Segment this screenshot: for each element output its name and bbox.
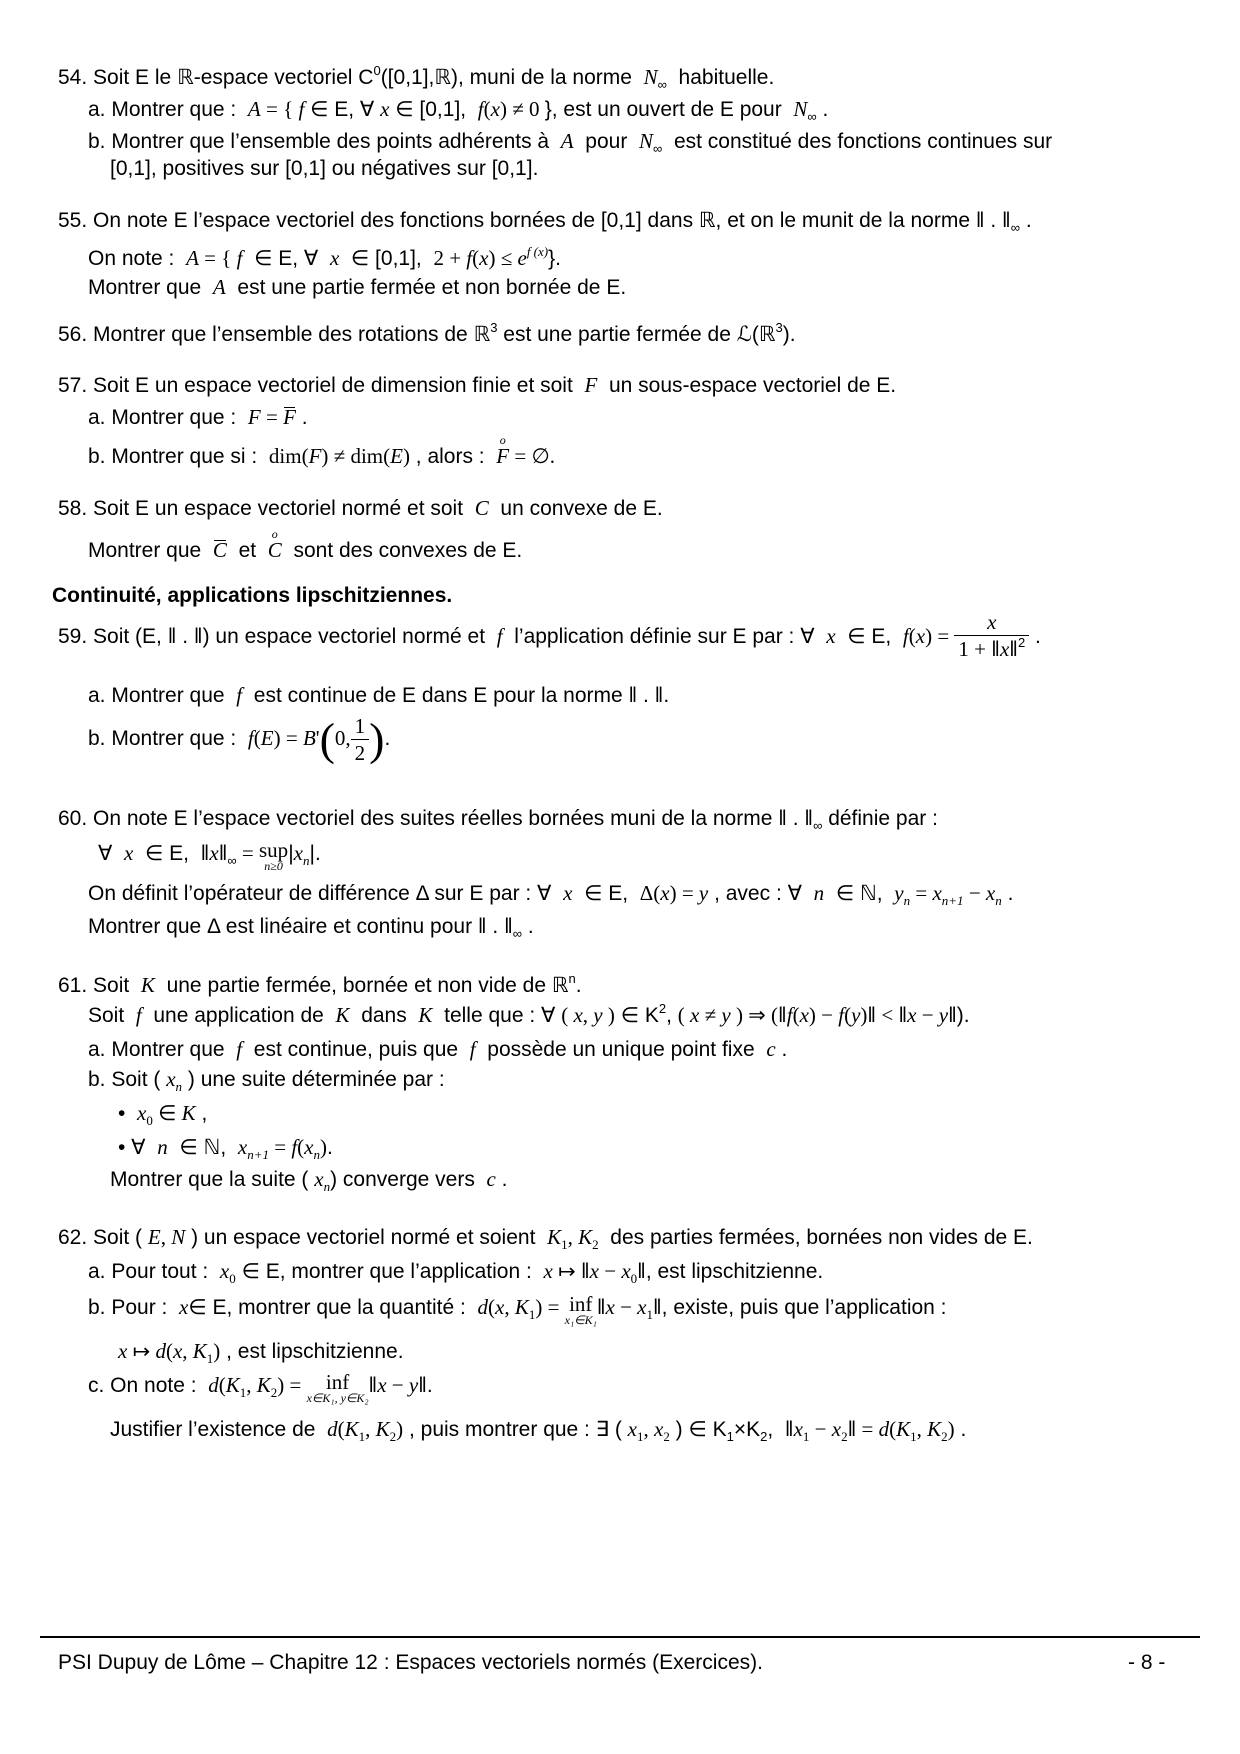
ex62-a: a. Pour tout : $x_0$ ∈ E, montrer que l’application : x ↦ ‖x − $x_0‖$, est lipschitzienne. bbox=[88, 1259, 824, 1286]
ex57-b: b. Montrer que si : dim(F) ≠ dim(E) , alors : o F = ∅. bbox=[88, 433, 556, 468]
ex61-b: b. Soit ( $x_n$ ) une suite déterminée par : bbox=[88, 1067, 445, 1094]
ex59-b: b. Montrer que : f(E) = B'(0, $\frac{1}{2}$ ). bbox=[88, 713, 391, 765]
ex60-intro: 60. On note E l’espace vectoriel des suites réelles bornées muni de la norme ‖ . $‖_\infty$ définie par : bbox=[58, 807, 938, 833]
ex62-b1: b. Pour : x∈ E, montrer que la quantité : d(x, $K_1$) = inf x₁∈K₁ ‖x − $x_1‖$, existe, puis que l’application : bbox=[88, 1292, 947, 1327]
ex58-intro: 58. Soit E un espace vectoriel normé et soit C un convexe de E. bbox=[58, 496, 663, 520]
ex55-intro: 55. On note E l’espace vectoriel des fonctions bornées de [0,1] dans ℝ, et on le munit de la norme ‖ . $‖_\infty$ . bbox=[58, 209, 1032, 235]
ex59-intro: 59. Soit (E, ‖ . ‖) un espace vectoriel normé et f l’application définie sur E par : ∀ x ∈ E, f(x) = $\frac{x}{1 + ‖x‖^2}$ . bbox=[58, 610, 1041, 662]
ex61-intro: 61. Soit K une partie fermée, bornée et non vide de ℝ$^n$. bbox=[58, 971, 582, 997]
section-heading: Continuité, applications lipschitziennes. bbox=[52, 584, 453, 607]
ex57-a: a. Montrer que : F = F . bbox=[88, 405, 308, 429]
ex56-text: 56. Montrer que l’ensemble des rotations de ℝ$^3$ est une partie fermée de ℒ(ℝ$^3$). bbox=[58, 320, 796, 346]
ex60-op: On définit l’opérateur de différence Δ sur E par : ∀ x ∈ E, Δ(x) = y , avec : ∀ n ∈ ℕ, $y_n = x_{n+1} - x_n$ . bbox=[88, 881, 1014, 908]
ex61-bullet2: • ∀ n ∈ ℕ, $x_{n+1} = f(x_n)$. bbox=[118, 1135, 333, 1162]
ex62-b2: x ↦ d(x, $K_1$) , est lipschitzienne. bbox=[118, 1339, 404, 1366]
footer-title: PSI Dupuy de Lôme – Chapitre 12 : Espaces vectoriels normés (Exercices). bbox=[58, 1651, 763, 1674]
ex57-intro: 57. Soit E un espace vectoriel de dimension finie et soit F un sous-espace vectoriel de E. bbox=[58, 373, 897, 397]
ex54-b1: b. Montrer que l’ensemble des points adhérents à A pour $N_\infty$ est constitué des fonctions continues sur bbox=[88, 129, 1053, 156]
ex55-def: On note : A = { f ∈ E, ∀ x ∈ [0,1], $2 + f(x) \le e^{f (x)}$}. bbox=[88, 244, 561, 270]
footer-page-number: - 8 - bbox=[1128, 1651, 1166, 1674]
ex59-a: a. Montrer que f est continue de E dans E pour la norme ‖ . ‖. bbox=[88, 683, 670, 707]
footer-rule bbox=[40, 1636, 1200, 1638]
ex54-a: a. Montrer que : A = { f ∈ E, ∀ x ∈ [0,1], f(x) ≠ 0 }, est un ouvert de E pour $N_\infty$ . bbox=[88, 97, 829, 124]
ex62-intro: 62. Soit ( E, N ) un espace vectoriel normé et soient $K_1$, $K_2$ des parties fermées, bornées non vides de E. bbox=[58, 1225, 1033, 1252]
ex54-intro: 54. Soit E le ℝ-espace vectoriel $C^0([0,1],ℝ)$, muni de la norme $N_\infty$ habituelle. bbox=[58, 63, 775, 92]
ex60-q: Montrer que Δ est linéaire et continu pour ‖ . $‖_\infty$ . bbox=[88, 915, 534, 941]
ex58-q: Montrer que C et o C sont des convexes de E. bbox=[88, 527, 523, 562]
ex54-b2: [0,1], positives sur [0,1] ou négatives sur [0,1]. bbox=[110, 157, 539, 180]
ex61-q: Montrer que la suite ( $x_n$) converge vers c . bbox=[110, 1167, 508, 1194]
ex61-a: a. Montrer que f est continue, puis que f possède un unique point fixe c . bbox=[88, 1037, 788, 1061]
ex62-c2: Justifier l’existence de $d(K_1$, $K_2$) , puis montrer que : ∃ ( $x_1$, $x_2$ ) ∈ $K_1\times K_2$, $‖x_1$ − $x_2‖ = d(K_1$, $K_2$) . bbox=[110, 1417, 967, 1444]
ex60-def: ∀ x ∈ E, $‖x‖_\infty$ = sup n≥0 $|x_n|$. bbox=[98, 838, 321, 873]
ex55-q: Montrer que A est une partie fermée et non bornée de E. bbox=[88, 275, 627, 299]
ex61-def: Soit f une application de K dans K telle que : ∀ ( x, y ) ∈ $K^2$, ( x ≠ y ) ⇒ (‖f(x) − f(y)‖ < ‖x − y‖). bbox=[88, 1001, 970, 1027]
ex61-bullet1: • $x_0$ ∈ K , bbox=[118, 1101, 208, 1128]
ex62-c1: c. On note : $d(K_1$, $K_2$) = inf x∈K₁, y∈K₂ ‖x − y‖. bbox=[88, 1370, 433, 1405]
